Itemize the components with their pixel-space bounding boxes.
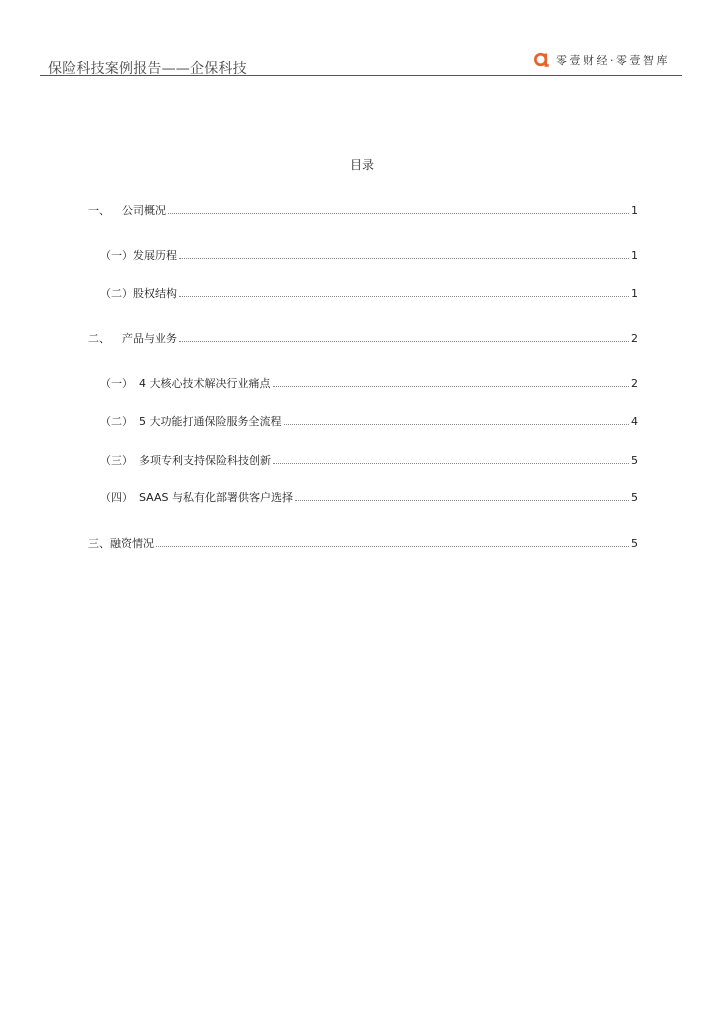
toc-entry[interactable] [100,452,638,468]
toc-entry-label: 股权结构 [133,287,177,300]
toc-entry-number: 二、 [88,332,110,345]
toc-entry[interactable] [88,202,638,218]
toc-entry-label: 公司概况 [122,204,166,217]
toc-leader-dots [156,538,629,547]
toc-entry-label: 多项专利支持保险科技创新 [139,454,271,467]
toc-entry-page: 1 [631,287,638,300]
toc-entry-label: 4 大核心技术解决行业痛点 [139,377,271,390]
toc-entry-number: （二） [100,415,133,428]
toc-entry-number: （三） [100,454,133,467]
toc-entry-label: SAAS 与私有化部署供客户选择 [139,491,294,504]
toc-leader-dots [273,455,629,464]
toc-leader-dots [284,416,630,425]
toc-entry-page: 2 [631,377,638,390]
toc-entry[interactable] [100,489,638,505]
toc-leader-dots [179,333,629,342]
toc-entry-number: （一） [100,249,133,262]
brand-logo-icon [533,51,550,68]
brand [533,51,670,68]
toc-entry-page: 5 [631,454,638,467]
toc-leader-dots [273,378,630,387]
toc-leader-dots [295,492,629,501]
toc-entry[interactable] [100,285,638,301]
toc-leader-dots [179,250,629,259]
toc-entry[interactable] [100,413,638,429]
toc-entry-page: 2 [631,332,638,345]
page-header [40,47,682,76]
toc-entry-page: 5 [631,491,638,504]
toc-entry[interactable] [100,375,638,391]
toc-entry-number: 一、 [88,204,110,217]
toc-entry[interactable] [88,330,638,346]
toc-entry-number: （四） [100,491,133,504]
toc-entry-number: （一） [100,377,133,390]
toc-entry-number: 三、 [88,537,110,550]
toc-entry-label: 融资情况 [110,537,154,550]
toc-entry-label: 发展历程 [133,249,177,262]
toc-entry[interactable] [88,535,638,551]
header-title: 保险科技案例报告——企保科技 [48,61,247,77]
toc-entry-page: 5 [631,537,638,550]
toc-entry-page: 4 [631,415,638,428]
brand-text: 零壹财经·零壹智库 [556,53,670,67]
toc-entry[interactable] [100,247,638,263]
toc-title: 目录 [349,158,374,172]
toc-entry-label: 产品与业务 [122,332,177,345]
toc-entry-label: 5 大功能打通保险服务全流程 [139,415,282,428]
toc-entry-number: （二） [100,287,133,300]
toc-leader-dots [168,205,629,214]
toc-entry-page: 1 [631,249,638,262]
toc-entry-page: 1 [631,204,638,217]
toc-leader-dots [179,288,629,297]
